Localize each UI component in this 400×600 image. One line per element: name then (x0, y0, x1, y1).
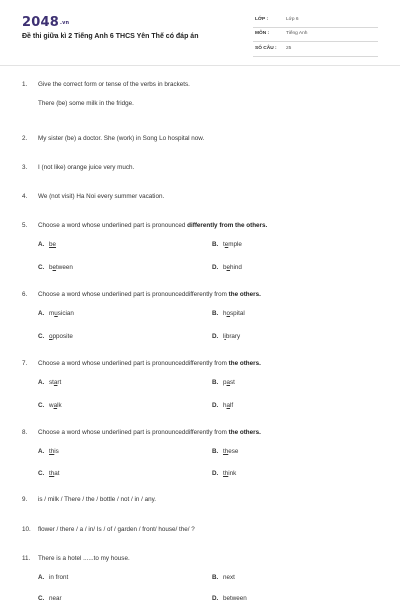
question-number: 8. (22, 429, 28, 436)
question-7 (22, 360, 261, 367)
meta-value: Lớp 6 (286, 17, 299, 22)
question-number: 7. (22, 360, 28, 367)
question-9 (22, 496, 156, 503)
question-number: 5. (22, 222, 28, 229)
option-d[interactable]: D. think (212, 470, 237, 477)
option-c[interactable]: C. that (38, 470, 60, 477)
option-b[interactable]: B. hospital (212, 310, 245, 317)
document-title: Đề thi giữa kì 2 Tiếng Anh 6 THCS Yên Thế có đáp án (22, 33, 199, 40)
question-number: 3. (22, 164, 28, 171)
option-d[interactable]: D. half (212, 402, 234, 409)
option-c[interactable]: C. between (38, 264, 73, 271)
question-number: 9. (22, 496, 28, 503)
question-1 (22, 81, 190, 88)
option-c[interactable]: C. near (38, 595, 62, 600)
option-d[interactable]: D. library (212, 333, 241, 340)
question-text: Choose a word whose underlined part is pronounceddifferently from the others. (38, 429, 261, 436)
option-b[interactable]: B. next (212, 574, 235, 581)
question-text: We (not visit) Ha Noi every summer vacation. (38, 193, 165, 200)
option-a[interactable]: A. this (38, 448, 59, 455)
question-number: 11. (22, 555, 31, 562)
option-c[interactable]: C. opposite (38, 333, 73, 340)
meta-row-class (253, 14, 378, 28)
question-number: 1. (22, 81, 28, 88)
question-4 (22, 193, 164, 200)
question-text: Choose a word whose underlined part is pronounceddifferently from the others. (38, 360, 261, 367)
logo-main: 2048 (22, 15, 59, 30)
question-number: 10. (22, 526, 31, 533)
option-b[interactable]: B. past (212, 379, 235, 386)
question-3 (22, 164, 134, 171)
question-text: There is a hotel ......to my house. (38, 555, 130, 562)
option-b[interactable]: B. these (212, 448, 239, 455)
option-a[interactable]: A. be (38, 241, 57, 248)
meta-value: Tiếng Anh (286, 31, 308, 36)
question-8 (22, 429, 261, 436)
meta-label: LỚP : (255, 17, 269, 22)
option-a[interactable]: A. in front (38, 574, 69, 581)
meta-value: 25 (286, 46, 292, 51)
question-text: I (not like) orange juice very much. (38, 164, 135, 171)
question-10 (22, 526, 195, 533)
meta-row-count (253, 43, 378, 57)
option-d[interactable]: D. behind (212, 264, 242, 271)
question-text: Choose a word whose underlined part is pronounceddifferently from the others. (38, 291, 261, 298)
document-header (0, 0, 400, 66)
question-text: is / milk / There / the / bottle / not / in / any. (38, 496, 157, 503)
question-text: Choose a word whose underlined part is pronounced differently from the others. (38, 222, 268, 229)
option-a[interactable]: A. start (38, 379, 62, 386)
question-6 (22, 291, 261, 298)
question-number: 2. (22, 135, 28, 142)
question-text: Give the correct form or tense of the verbs in brackets. (38, 81, 190, 88)
question-number: 4. (22, 193, 28, 200)
site-logo[interactable] (22, 15, 69, 30)
logo-sub: .vn (59, 19, 70, 26)
question-1-prompt: There (be) some milk in the fridge. (38, 100, 134, 107)
question-text: My sister (be) a doctor. She (work) in Song Lo hospital now. (38, 135, 205, 142)
option-b[interactable]: B. temple (212, 241, 242, 248)
question-2 (22, 135, 204, 142)
meta-row-subject (253, 28, 378, 42)
question-text: flower / there / a / in/ Is / of / garden / front/ house/ the/ ? (38, 526, 195, 533)
meta-label: SỐ CÂU : (255, 46, 277, 51)
option-d[interactable]: D. between (212, 595, 247, 600)
question-5 (22, 222, 267, 229)
meta-label: MÔN : (255, 31, 270, 36)
option-a[interactable]: A. musician (38, 310, 74, 317)
question-11 (22, 555, 130, 562)
question-number: 6. (22, 291, 28, 298)
option-c[interactable]: C. walk (38, 402, 62, 409)
